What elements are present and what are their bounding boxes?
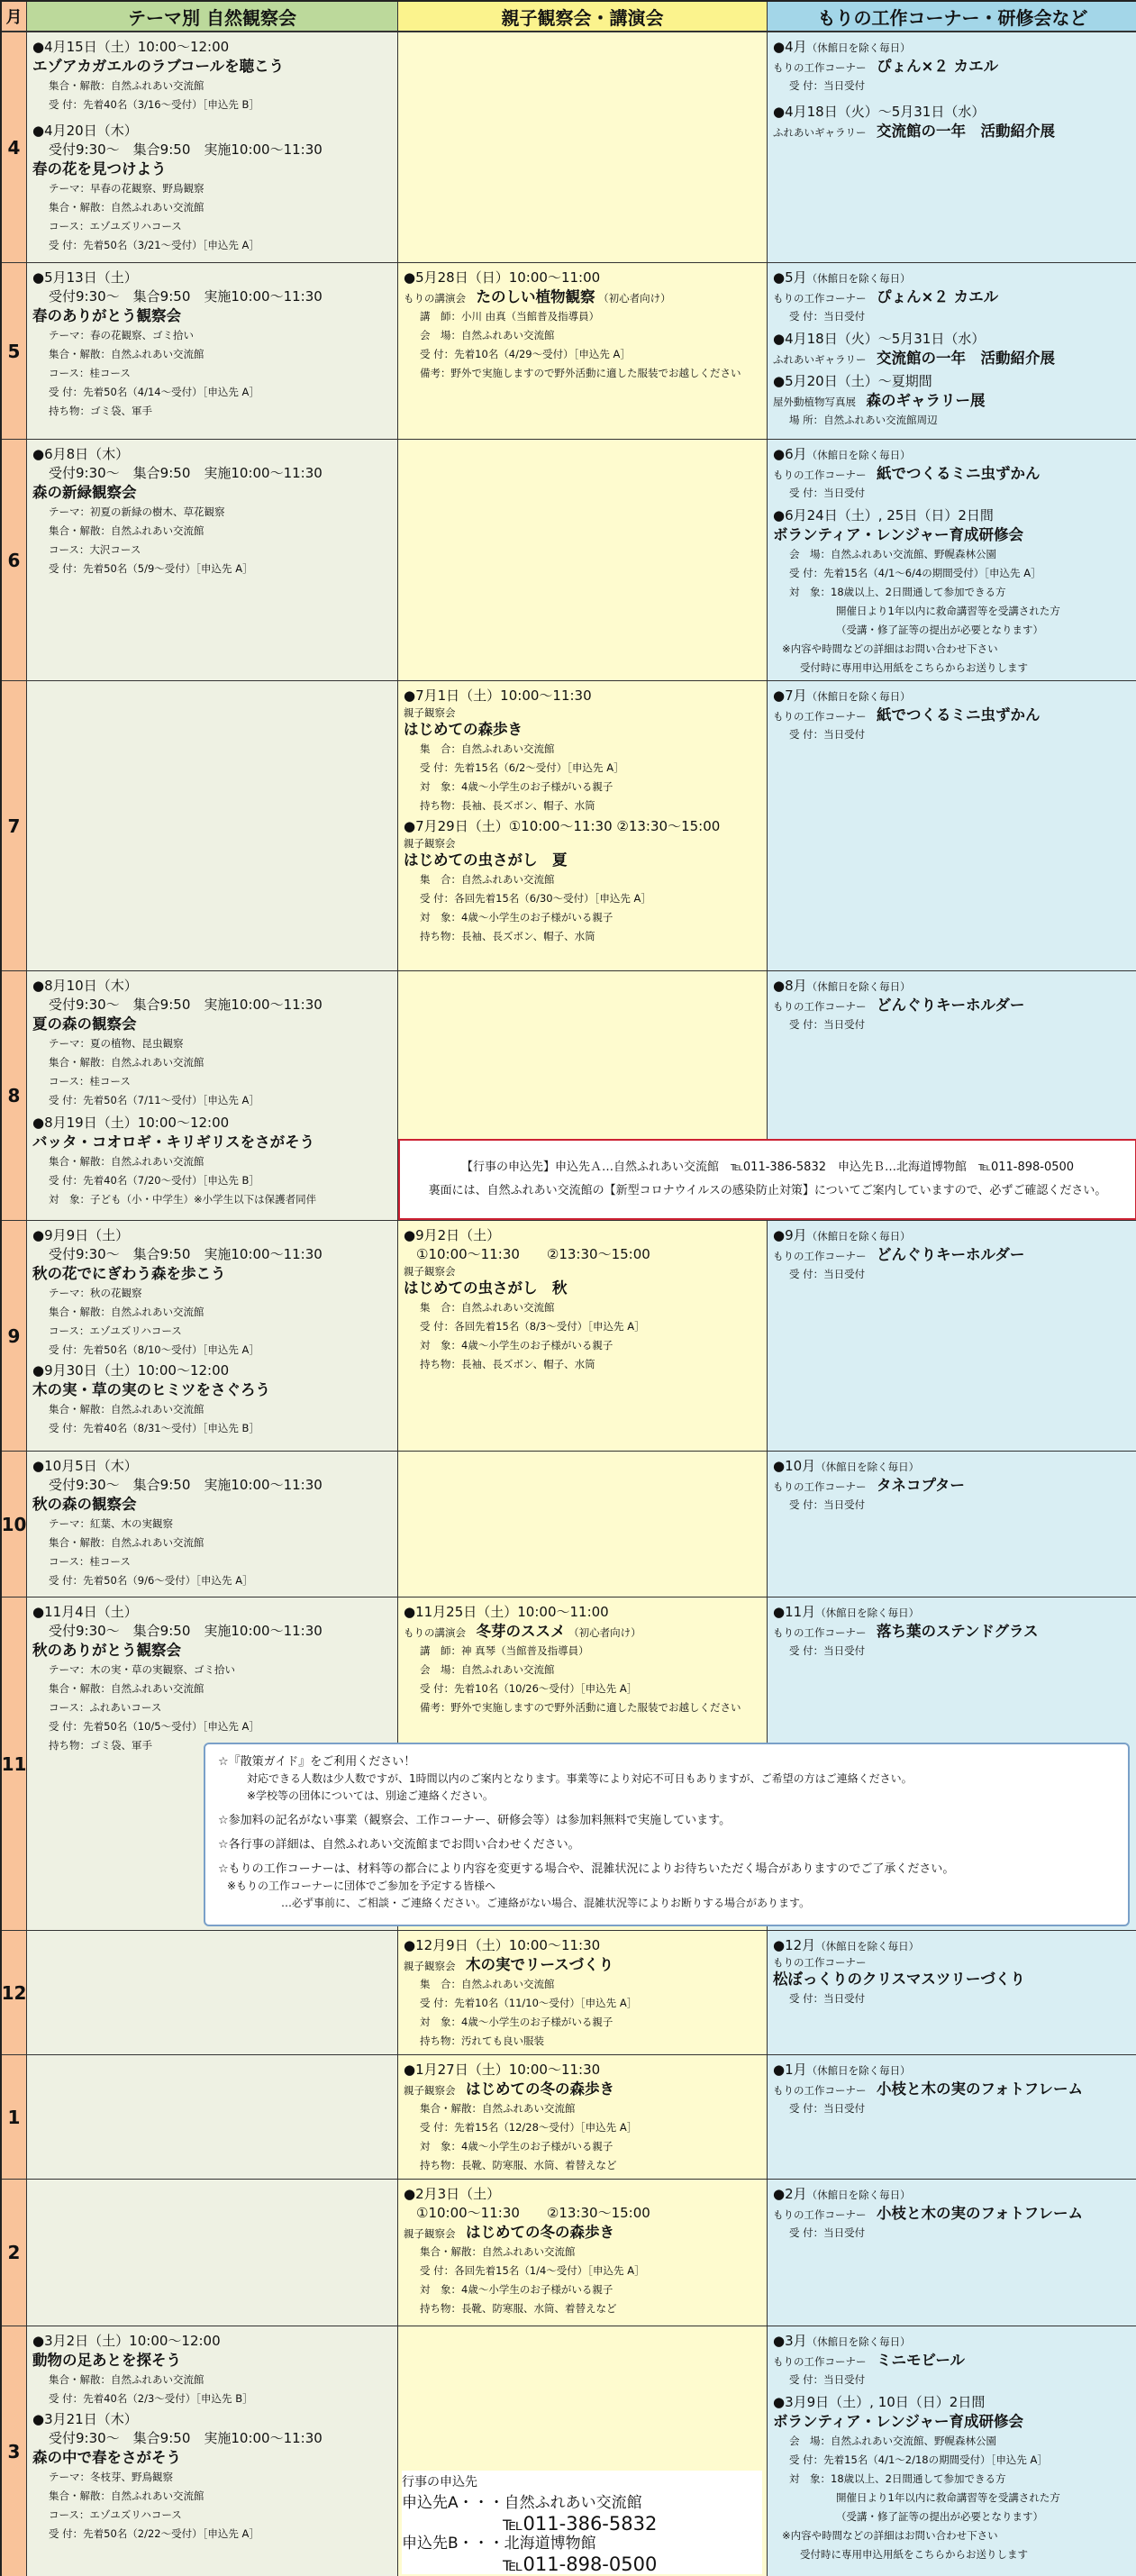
family-events bbox=[398, 440, 768, 680]
event-title: はじめての虫さがし 秋 bbox=[404, 1279, 568, 1297]
month-row-december bbox=[2, 1931, 1136, 2055]
event-title: 森の新緑観察会 bbox=[32, 484, 137, 501]
month-row-june bbox=[2, 440, 1136, 681]
nature-events bbox=[27, 2326, 398, 2576]
event-item: ●8月19日（土）10:00～12:00 バッタ・コオロギ・キリギリスをさがそう 集合・解散：自然ふれあい交流館 受 付：先着40名（7/20～受付）［申込先 B］ 対 象：子ども（小・中学生）※小学生以下は保護者同伴 bbox=[32, 1114, 392, 1209]
month-label: 9 bbox=[2, 1221, 27, 1451]
event-item: ●11月4日（土） 受付9:30～ 集合9:50 実施10:00～11:30 秋のありがとう観察会 テーマ：木の実・草の実観察、ゴミ拾い 集合・解散：自然ふれあい交流館 コース：ふれあいコース 受 付：先着50名（10/5～受付）［申込先 A］ 持ち物：ゴミ袋、軍手 bbox=[32, 1603, 392, 1755]
event-title: 紙でつくるミニ虫ずかん bbox=[877, 706, 1041, 724]
event-item: ●12月（休館日を除く毎日） もりの工作コーナー 松ぼっくりのクリスマスツリーづくり 受 付：当日受付 bbox=[773, 1936, 1132, 2008]
family-events bbox=[398, 2055, 768, 2179]
event-item: ●5月20日（土）～夏期間 屋外動植物写真展 森のギャラリー展 場 所：自然ふれあい交流館周辺 bbox=[773, 373, 986, 426]
event-title: 木の実でリースづくり bbox=[466, 1956, 614, 1973]
event-item: ●3月21日（木） 受付9:30～ 集合9:50 実施10:00～11:30 森の中で春をさがそう テーマ：冬枝芽、野鳥観察 集合・解散：自然ふれあい交流館 コース：エゾユズリハコース 受 付：先着50名（2/22～受付）［申込先 A］ bbox=[32, 2410, 392, 2544]
event-title: どんぐりキーホルダー bbox=[877, 997, 1025, 1014]
application-notice-box: 【行事の申込先】申込先Ａ…自然ふれあい交流館 ℡011-386-5832 申込先Ｂ…北海道博物館 ℡011-898-0500 裏面には、自然ふれあい交流館の【新型コロナウイルスの感染防止対策】についてご案内していますので、必ずご確認ください。 bbox=[398, 1139, 1136, 1220]
month-label: 10 bbox=[2, 1452, 27, 1597]
craft-events bbox=[768, 263, 1136, 439]
family-events bbox=[398, 263, 768, 439]
craft-events bbox=[768, 2180, 1136, 2326]
month-row-january bbox=[2, 2055, 1136, 2180]
nature-events bbox=[27, 263, 398, 439]
month-row-may bbox=[2, 263, 1136, 440]
event-title: エゾアカガエルのラブコールを聴こう bbox=[32, 58, 285, 75]
month-label: 4 bbox=[2, 32, 27, 262]
event-item: ●5月13日（土） 受付9:30～ 集合9:50 実施10:00～11:30 春のありがとう観察会 テーマ：春の花観察、ゴミ拾い 集合・解散：自然ふれあい交流館 コース：桂コース 受 付：先着50名（4/14～受付）［申込先 A］ 持ち物：ゴミ袋、軍手 bbox=[32, 269, 392, 421]
month-label: 7 bbox=[2, 681, 27, 970]
nature-events bbox=[27, 2055, 398, 2179]
event-title: 春の花を見つけよう bbox=[32, 160, 167, 177]
event-item: ●5月28日（日）10:00～11:00 もりの講演会 たのしい植物観察 （初心者向け） 講 師：小川 由真（当館普及指導員） 会 場：自然ふれあい交流館 受 付：先着10名（4/29～受付）［申込先 A］ 備考：野外で実施しますので野外活動に適した服装でお越しください bbox=[404, 269, 741, 379]
month-label: 1 bbox=[2, 2055, 27, 2179]
event-item: ●10月（休館日を除く毎日） もりの工作コーナー タネコプター 受 付：当日受付 bbox=[773, 1458, 965, 1511]
event-title: ミニモビール bbox=[877, 2352, 966, 2369]
event-title: どんぐりキーホルダー bbox=[877, 1246, 1025, 1263]
event-item: ●9月2日（土） ①10:00～11:30 ②13:30～15:00 親子観察会 はじめての虫さがし 秋 集 合：自然ふれあい交流館 受 付：各回先着15名（8/3～受付）［申込先 A］ 対 象：4歳～小学生のお子様がいる親子 持ち物：長袖、長ズボン、帽子、水筒 bbox=[404, 1226, 761, 1374]
header-craft-training: もりの工作コーナー・研修会など bbox=[768, 2, 1136, 31]
event-title: 夏の森の観察会 bbox=[32, 1015, 137, 1033]
event-item: ●6月8日（木） 受付9:30～ 集合9:50 実施10:00～11:30 森の新緑観察会 テーマ：初夏の新緑の樹木、草花観察 集合・解散：自然ふれあい交流館 コース：大沢コース 受 付：先着50名（5/9～受付）［申込先 A］ bbox=[32, 445, 392, 578]
family-events bbox=[398, 1931, 768, 2054]
event-item: ●4月20日（木） 受付9:30～ 集合9:50 実施10:00～11:30 春の花を見つけよう テーマ：早春の花観察、野鳥観察 集合・解散：自然ふれあい交流館 コース：エゾユズリハコース 受 付：先着50名（3/21～受付）［申込先 A］ bbox=[32, 122, 392, 255]
event-item: ●9月9日（土） 受付9:30～ 集合9:50 実施10:00～11:30 秋の花でにぎわう森を歩こう テーマ：秋の花観察 集合・解散：自然ふれあい交流館 コース：エゾユズリハコース 受 付：先着50名（8/10～受付）［申込先 A］ bbox=[32, 1226, 392, 1360]
family-events bbox=[398, 32, 768, 262]
event-title: 秋の森の観察会 bbox=[32, 1496, 137, 1513]
event-title: はじめての虫さがし 夏 bbox=[404, 851, 568, 869]
event-title: 紙でつくるミニ虫ずかん bbox=[877, 465, 1041, 482]
month-row-july bbox=[2, 681, 1136, 971]
header-month: 月 bbox=[2, 2, 27, 31]
month-row-february bbox=[2, 2180, 1136, 2326]
month-row-september bbox=[2, 1221, 1136, 1452]
event-item: ●8月10日（木） 受付9:30～ 集合9:50 実施10:00～11:30 夏の森の観察会 テーマ：夏の植物、昆虫観察 集合・解散：自然ふれあい交流館 コース：桂コース 受 付：先着50名（7/11～受付）［申込先 A］ bbox=[32, 977, 392, 1110]
event-item: ●10月5日（木） 受付9:30～ 集合9:50 実施10:00～11:30 秋の森の観察会 テーマ：紅葉、木の実観察 集合・解散：自然ふれあい交流館 コース：桂コース 受 付：先着50名（9/6～受付）［申込先 A］ bbox=[32, 1457, 392, 1590]
event-item: ●4月18日（火）～5月31日（水） ふれあいギャラリー 交流館の一年 活動紹介展 bbox=[773, 331, 1055, 367]
event-title: 森のギャラリー展 bbox=[866, 392, 986, 409]
event-item: ●9月30日（土）10:00～12:00 木の実・草の実のヒミツをさぐろう 集合・解散：自然ふれあい交流館 受 付：先着40名（8/31～受付）［申込先 B］ bbox=[32, 1361, 392, 1438]
event-item: ●3月（休館日を除く毎日） もりの工作コーナー ミニモビール 受 付：当日受付 bbox=[773, 2333, 966, 2386]
event-item: ●1月27日（土）10:00～11:30 親子観察会 はじめての冬の森歩き 集合・解散：自然ふれあい交流館 受 付：先着15名（12/28～受付）［申込先 A］ 対 象：4歳～小学生のお子様がいる親子 持ち物：長靴、防寒服、水筒、着替えなど bbox=[404, 2062, 638, 2171]
event-item: ●7月29日（土）①10:00～11:30 ②13:30～15:00 親子観察会 はじめての虫さがし 夏 集 合：自然ふれあい交流館 受 付：各回先着15名（6/30～受付）［申込先 A］ 対 象：4歳～小学生のお子様がいる親子 持ち物：長袖、長ズボン、帽子、水筒 bbox=[404, 817, 761, 946]
event-title: 秋の花でにぎわう森を歩こう bbox=[32, 1265, 226, 1282]
family-events bbox=[398, 2180, 768, 2326]
nature-events bbox=[27, 1931, 398, 2054]
event-item: ●2月3日（土） ①10:00～11:30 ②13:30～15:00 親子観察会 はじめての冬の森歩き 集合・解散：自然ふれあい交流館 受 付：各回先着15名（1/4～受付）［申込先 A］ 対 象：4歳～小学生のお子様がいる親子 持ち物：長靴、防寒服、水筒、着替えなど bbox=[404, 2186, 650, 2315]
craft-events bbox=[768, 1452, 1136, 1597]
event-item: ●12月9日（土）10:00～11:30 親子観察会 木の実でリースづくり 集 合：自然ふれあい交流館 受 付：先着10名（11/10～受付）［申込先 A］ 対 象：4歳～小学生のお子様がいる親子 持ち物：汚れても良い服装 bbox=[404, 1937, 638, 2047]
event-title: ぴょん×２ カエル bbox=[877, 288, 999, 305]
nature-events bbox=[27, 2180, 398, 2326]
event-item: ●11月25日（土）10:00～11:00 もりの講演会 冬芽のススメ （初心者向け） 講 師：神 真琴（当館普及指導員） 会 場：自然ふれあい交流館 受 付：先着10名（10/26～受付）［申込先 A］ 備考：野外で実施しますので野外活動に適した服装でお越しください bbox=[404, 1604, 741, 1714]
event-title: ボランティア・レンジャー育成研修会 bbox=[773, 526, 1024, 543]
month-label: 12 bbox=[2, 1931, 27, 2054]
event-item: ●4月15日（土）10:00～12:00 エゾアカガエルのラブコールを聴こう 集合・解散：自然ふれあい交流館 受 付：先着40名（3/16～受付）［申込先 B］ bbox=[32, 38, 392, 114]
event-title: 秋のありがとう観察会 bbox=[32, 1642, 181, 1659]
guide-info-box: ☆『散策ガイド』をご利用ください！ 対応できる人数は少人数ですが、1時間以内のご案内となります。事業等により対応不可日もありますが、ご希望の方はご連絡ください。 ※学校等の団体については、別途ご連絡ください。 ☆参加料の記名がない事業（観察会、工作コーナー、研修会等）は参加料無料で実施しています。 ☆各行事の詳細は、自然ふれあい交流館までお問い合わせください。 ☆もりの工作コーナーは、材料等の都合により内容を変更する場合や、混雑状況によりお待ちいただく場合がありますのでご了承ください。 ※もりの工作コーナーに団体でご参加を予定する皆様へ …必ず事前に、ご相談・ご連絡ください。ご連絡がない場合、混雑状況等によりお断りする場合があります。 bbox=[204, 1743, 1130, 1926]
month-label: 8 bbox=[2, 971, 27, 1220]
nature-events bbox=[27, 1221, 398, 1451]
event-title: バッタ・コオロギ・キリギリスをさがそう bbox=[32, 1133, 315, 1151]
craft-events bbox=[768, 1221, 1136, 1451]
event-item: ●6月（休館日を除く毎日） もりの工作コーナー 紙でつくるミニ虫ずかん 受 付：当日受付 bbox=[773, 446, 1041, 499]
event-item: ●7月1日（土）10:00～11:30 親子観察会 はじめての森歩き 集 合：自然ふれあい交流館 受 付：先着15名（6/2～受付）［申込先 A］ 対 象：4歳～小学生のお子様がいる親子 持ち物：長袖、長ズボン、帽子、水筒 bbox=[404, 687, 761, 815]
nature-events bbox=[27, 440, 398, 680]
event-title: タネコプター bbox=[877, 1477, 965, 1494]
event-item: ●8月（休館日を除く毎日） もりの工作コーナー どんぐりキーホルダー 受 付：当日受付 bbox=[773, 978, 1025, 1031]
event-item: ●2月（休館日を除く毎日） もりの工作コーナー 小枝と木の実のフォトフレーム 受 付：当日受付 bbox=[773, 2186, 1084, 2239]
event-title: はじめての森歩き bbox=[404, 721, 523, 738]
event-title: 小枝と木の実のフォトフレーム bbox=[877, 2205, 1084, 2222]
nature-events bbox=[27, 1452, 398, 1597]
nature-events bbox=[27, 32, 398, 262]
month-label: 6 bbox=[2, 440, 27, 680]
family-events bbox=[398, 1221, 768, 1451]
craft-events bbox=[768, 2326, 1136, 2576]
craft-events bbox=[768, 32, 1136, 262]
month-label: 2 bbox=[2, 2180, 27, 2326]
event-title: 交流館の一年 活動紹介展 bbox=[877, 123, 1055, 140]
event-title: 森の中で春をさがそう bbox=[32, 2449, 181, 2466]
contact-tel-b: ℡011-898-0500 bbox=[503, 2553, 658, 2575]
event-item: ●6月24日（土）, 25日（日）2日間 ボランティア・レンジャー育成研修会 会 場：自然ふれあい交流館、野幌森林公園 受 付：先着15名（4/1～6/4の期間受付）［申込先 A］ 対 象：18歳以上、2日間通して参加できる方 開催日より1年以内に救命講習等を受講された方 （受講・修了証等の提出が必要となります） ※内容や時間などの詳細はお問い合わせ下さい 受付時に専用申込用紙をこちらからお送りします bbox=[773, 506, 1132, 678]
nature-events bbox=[27, 681, 398, 970]
event-title: 動物の足あとを探そう bbox=[32, 2352, 181, 2369]
event-title: ボランティア・レンジャー育成研修会 bbox=[773, 2413, 1024, 2430]
family-events bbox=[398, 681, 768, 970]
event-item: ●3月9日（土）, 10日（日）2日間 ボランティア・レンジャー育成研修会 会 場：自然ふれあい交流館、野幌森林公園 受 付：先着15名（4/1～2/18の期間受付）［申込先 A］ 対 象：18歳以上、2日間通して参加できる方 開催日より1年以内に救命講習等を受講された方 （受講・修了証等の提出が必要となります） ※内容や時間などの詳細はお問い合わせ下さい 受付時に専用申込用紙をこちらからお送りします bbox=[773, 2393, 1132, 2564]
header-family-lecture: 親子観察会・講演会 bbox=[398, 2, 768, 31]
event-item: ●1月（休館日を除く毎日） もりの工作コーナー 小枝と木の実のフォトフレーム 受 付：当日受付 bbox=[773, 2062, 1084, 2115]
contact-info: 行事の申込先 申込先A・・・自然ふれあい交流館 ℡011-386-5832 申込先B・・・北海道博物館 bbox=[402, 2471, 762, 2574]
event-item: ●3月2日（土）10:00～12:00 動物の足あとを探そう 集合・解散：自然ふれあい交流館 受 付：先着40名（2/3～受付）［申込先 B］ bbox=[32, 2332, 392, 2408]
month-label: 5 bbox=[2, 263, 27, 439]
event-item: ●11月（休館日を除く毎日） もりの工作コーナー 落ち葉のステンドグラス 受 付：当日受付 bbox=[773, 1604, 1039, 1657]
event-item: ●9月（休館日を除く毎日） もりの工作コーナー どんぐりキーホルダー 受 付：当日受付 bbox=[773, 1227, 1025, 1280]
event-title: はじめての冬の森歩き bbox=[466, 2224, 614, 2241]
event-title: たのしい植物観察 bbox=[476, 288, 595, 305]
event-item: ●7月（休館日を除く毎日） もりの工作コーナー 紙でつくるミニ虫ずかん 受 付：当日受付 bbox=[773, 687, 1041, 741]
month-row-october bbox=[2, 1452, 1136, 1597]
nature-events bbox=[27, 971, 398, 1220]
event-title: はじめての冬の森歩き bbox=[466, 2080, 614, 2098]
event-item: ●4月（休館日を除く毎日） もりの工作コーナー ぴょん×２ カエル 受 付：当日受付 bbox=[773, 39, 999, 92]
event-item: ●4月18日（火）～5月31日（水） ふれあいギャラリー 交流館の一年 活動紹介展 bbox=[773, 104, 1055, 140]
event-title: ぴょん×２ カエル bbox=[877, 58, 999, 75]
craft-events bbox=[768, 440, 1136, 680]
event-title: 冬芽のススメ bbox=[476, 1623, 566, 1640]
month-label: 11 bbox=[2, 1597, 27, 1930]
event-title: 木の実・草の実のヒミツをさぐろう bbox=[32, 1381, 270, 1398]
table-header bbox=[2, 2, 1136, 32]
month-label: 3 bbox=[2, 2326, 27, 2576]
craft-events bbox=[768, 1931, 1136, 2054]
event-title: 松ぼっくりのクリスマスツリーづくり bbox=[773, 1971, 1025, 1988]
event-item: ●5月（休館日を除く毎日） もりの工作コーナー ぴょん×２ カエル 受 付：当日受付 bbox=[773, 269, 999, 323]
event-title: 交流館の一年 活動紹介展 bbox=[877, 350, 1055, 367]
craft-events bbox=[768, 681, 1136, 970]
family-events bbox=[398, 1452, 768, 1597]
header-nature-observation: テーマ別 自然観察会 bbox=[27, 2, 398, 31]
month-row-april bbox=[2, 32, 1136, 263]
event-title: 春のありがとう観察会 bbox=[32, 307, 181, 324]
event-title: 小枝と木の実のフォトフレーム bbox=[877, 2080, 1084, 2098]
craft-events bbox=[768, 2055, 1136, 2179]
event-title: 落ち葉のステンドグラス bbox=[877, 1623, 1039, 1640]
